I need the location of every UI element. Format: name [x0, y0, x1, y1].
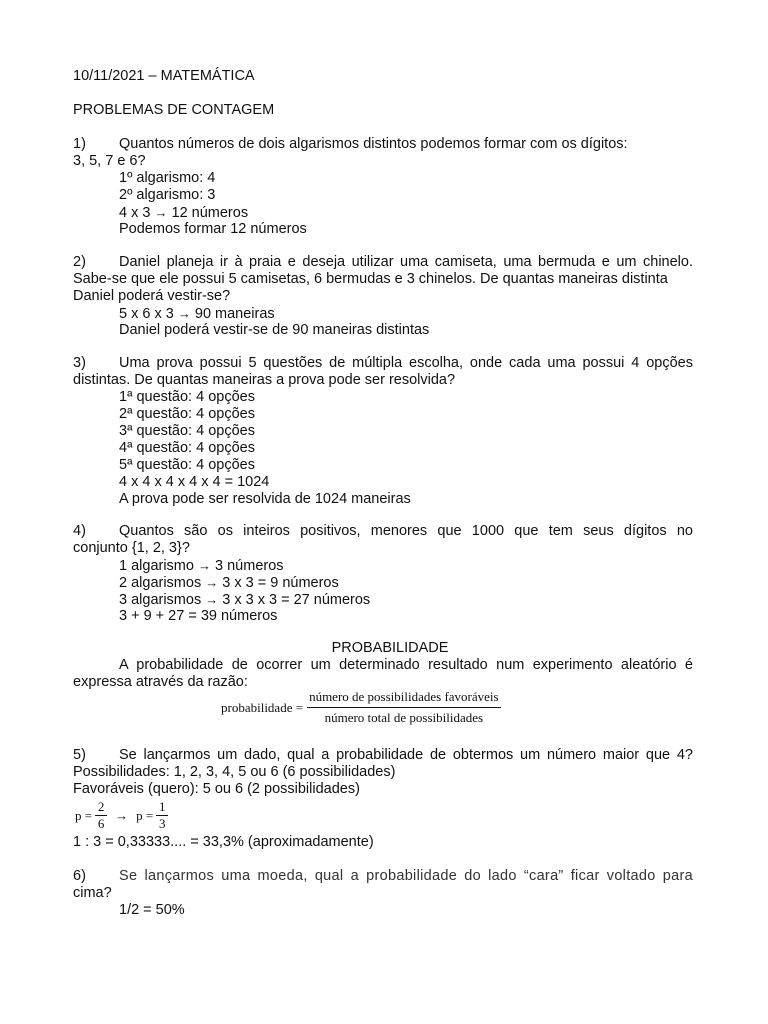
answer-result: 3 números — [215, 558, 284, 574]
answer-line: 5ª questão: 4 opções — [119, 457, 255, 473]
p-label: p = — [75, 807, 93, 823]
answer-line: Possibilidades: 1, 2, 3, 4, 5 ou 6 (6 possibilidades) — [73, 764, 396, 780]
document-date-title: 10/11/2021 – MATEMÁTICA — [73, 68, 255, 84]
answer-line — [119, 204, 248, 222]
formula-numerator: número de possibilidades favoráveis — [309, 689, 499, 704]
answer-conclusion: 1 : 3 = 0,33333.... = 33,3% (aproximadamente) — [73, 834, 374, 850]
fraction-denominator: 3 — [158, 816, 166, 831]
fraction-numerator: 2 — [97, 799, 105, 814]
section-title-counting: PROBLEMAS DE CONTAGEM — [73, 102, 275, 118]
answer-line — [119, 305, 275, 323]
arrow-right-icon: → — [177, 306, 191, 321]
question-number: 6) — [73, 868, 86, 884]
arrow-right-icon: → — [205, 592, 219, 607]
p-label: p = — [136, 807, 154, 823]
question-text: Se lançarmos um dado, qual a probabilidade de obtermos um número maior que 4? — [119, 747, 693, 763]
answer-line — [119, 574, 339, 592]
formula-denominator: número total de possibilidades — [324, 710, 484, 725]
arrow-right-icon: → — [154, 205, 168, 220]
answer-line: 2º algarismo: 3 — [119, 187, 216, 203]
answer-conclusion: 1/2 = 50% — [119, 902, 185, 918]
answer-result: 3 x 3 = 9 números — [222, 575, 339, 591]
question-number: 5) — [73, 747, 86, 763]
answer-line: 3ª questão: 4 opções — [119, 423, 255, 439]
answer-line — [119, 591, 370, 609]
answer-line: 4 x 4 x 4 x 4 x 4 = 1024 — [119, 474, 270, 490]
fraction-two-sixths — [95, 799, 107, 832]
question-number: 1) — [73, 136, 86, 152]
arrow-right-icon: → — [197, 558, 211, 573]
probability-formula — [221, 689, 501, 726]
question-text: Quantos são os inteiros positivos, menores que 1000 que tem seus dígitos no — [119, 523, 693, 539]
question-text: cima? — [73, 885, 112, 901]
arrow-right-icon: → — [115, 808, 129, 823]
question-number: 4) — [73, 523, 86, 539]
fraction-denominator: 6 — [97, 816, 105, 831]
answer-expression: 4 x 3 — [119, 205, 151, 221]
formula-fraction — [307, 689, 501, 726]
question-text: 3, 5, 7 e 6? — [73, 153, 146, 169]
definition-text: A probabilidade de ocorrer um determinado resultado num experimento aleatório é — [119, 657, 693, 673]
answer-line: 4ª questão: 4 opções — [119, 440, 255, 456]
answer-conclusion: A prova pode ser resolvida de 1024 maneiras — [119, 491, 411, 507]
answer-conclusion: 3 + 9 + 27 = 39 números — [119, 608, 278, 624]
question-number: 3) — [73, 355, 86, 371]
answer-expression: 1 algarismo — [119, 558, 194, 574]
answer-conclusion: Podemos formar 12 números — [119, 221, 307, 237]
definition-text: expressa através da razão: — [73, 674, 248, 690]
answer-line — [119, 557, 284, 575]
answer-conclusion: Daniel poderá vestir-se de 90 maneiras distintas — [119, 322, 430, 338]
probability-calculation — [75, 799, 168, 832]
question-text: conjunto {1, 2, 3}? — [73, 540, 190, 556]
answer-line: 1º algarismo: 4 — [119, 170, 216, 186]
answer-expression: 3 algarismos — [119, 592, 202, 608]
answer-result: 3 x 3 x 3 = 27 números — [222, 592, 371, 608]
answer-result: 12 números — [171, 205, 249, 221]
question-number: 2) — [73, 254, 86, 270]
question-text: Sabe-se que ele possui 5 camisetas, 6 bermudas e 3 chinelos. De quantas maneiras distinta — [73, 271, 668, 287]
section-title-probability: PROBABILIDADE — [331, 640, 449, 656]
answer-expression: 2 algarismos — [119, 575, 202, 591]
answer-expression: 5 x 6 x 3 — [119, 306, 174, 322]
question-text: Quantos números de dois algarismos distintos podemos formar com os dígitos: — [119, 136, 628, 152]
question-text: Daniel planeja ir à praia e deseja utilizar uma camiseta, uma bermuda e um chinelo. — [119, 254, 693, 270]
fraction-one-third — [156, 799, 168, 832]
answer-result: 90 maneiras — [194, 306, 275, 322]
answer-line: Favoráveis (quero): 5 ou 6 (2 possibilidades) — [73, 781, 360, 797]
answer-line: 1ª questão: 4 opções — [119, 389, 255, 405]
formula-label: probabilidade = — [221, 699, 304, 715]
question-text: Uma prova possui 5 questões de múltipla escolha, onde cada uma possui 4 opções — [119, 355, 693, 371]
answer-line: 2ª questão: 4 opções — [119, 406, 255, 422]
question-text: distintas. De quantas maneiras a prova pode ser resolvida? — [73, 372, 456, 388]
arrow-right-icon: → — [205, 575, 219, 590]
fraction-numerator: 1 — [158, 799, 166, 814]
question-text: Daniel poderá vestir-se? — [73, 288, 231, 304]
question-text: Se lançarmos uma moeda, qual a probabilidade do lado “cara” ficar voltado para — [119, 868, 693, 884]
